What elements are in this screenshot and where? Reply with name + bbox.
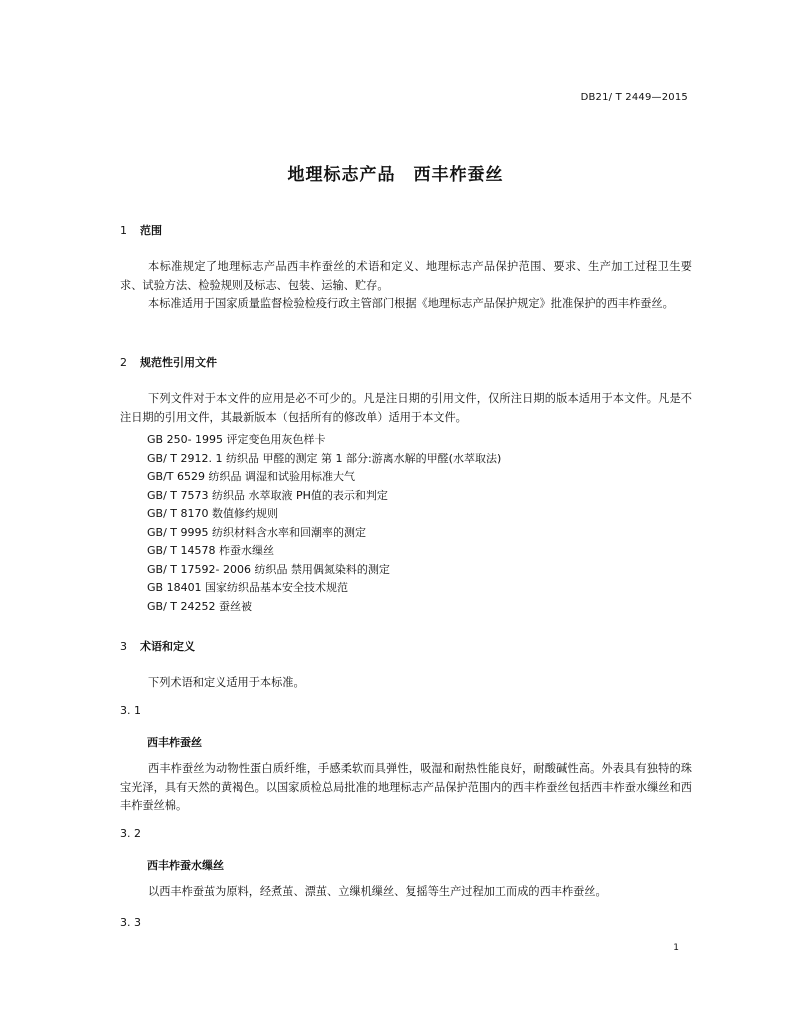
section-title: 术语和定义 [140,640,195,653]
section-3-heading [120,638,195,654]
scope-paragraph-1: 本标准规定了地理标志产品西丰柞蚕丝的术语和定义、地理标志产品保护范围、要求、生产加工过程卫生要求、试验方法、检验规则及标志、包装、运输、贮存。 [120,260,692,292]
clause-number: 3. 3 [120,916,141,929]
term-title: 西丰柞蚕水缫丝 [147,859,224,872]
document-title: 地理标志产品 西丰柞蚕丝 [287,165,504,185]
standard-code: DB21/ T 2449—2015 [580,92,688,103]
term-title: 西丰柞蚕丝 [147,736,202,749]
reference-item: GB 18401 国家纺织品基本安全技术规范 [147,581,349,594]
scope-paragraph-2: 本标准适用于国家质量监督检验检疫行政主管部门根据《地理标志产品保护规定》批准保护的西丰柞蚕丝。 [148,297,674,310]
reference-item: GB/ T 24252 蚕丝被 [147,600,252,613]
references-intro-paragraph: 下列文件对于本文件的应用是必不可少的。凡是注日期的引用文件，仅所注日期的版本适用于本文件。凡是不注日期的引用文件，其最新版本（包括所有的修改单）适用于本文件。 [120,392,692,424]
term-definition: 以西丰柞蚕茧为原料，经煮茧、漂茧、立缫机缫丝、复摇等生产过程加工而成的西丰柞蚕丝。 [148,885,607,898]
reference-item: GB/ T 9995 纺织材料含水率和回潮率的测定 [147,526,366,539]
section-number: 3 [120,640,127,653]
reference-item: GB/T 6529 纺织品 调湿和试验用标准大气 [147,470,355,483]
term-definition: 西丰柞蚕丝为动物性蛋白质纤维，手感柔软而具弹性，吸湿和耐热性能良好，耐酸碱性高。外表具有独特的珠宝光泽，具有天然的黄褐色。以国家质检总局批准的地理标志产品保护范围内的西丰柞蚕丝包括西丰柞蚕水缫丝和西丰柞蚕丝棉。 [120,762,692,812]
section-number: 2 [120,356,127,369]
reference-item: GB/ T 8170 数值修约规则 [147,507,278,520]
reference-item: GB/ T 17592- 2006 纺织品 禁用偶氮染料的测定 [147,563,390,576]
page-number: 1 [673,943,679,953]
reference-item: GB/ T 7573 纺织品 水萃取液 PH值的表示和判定 [147,489,388,502]
section-1-heading [120,222,162,238]
section-title: 范围 [140,224,162,237]
reference-item: GB 250- 1995 评定变色用灰色样卡 [147,433,326,446]
reference-item: GB/ T 2912. 1 纺织品 甲醛的测定 第 1 部分:游离水解的甲醛(水萃取法) [147,452,502,465]
clause-number: 3. 1 [120,704,141,717]
reference-item: GB/ T 14578 柞蚕水缫丝 [147,544,274,557]
clause-number: 3. 2 [120,827,141,840]
section-number: 1 [120,224,127,237]
terms-intro-paragraph: 下列术语和定义适用于本标准。 [148,676,305,689]
section-title: 规范性引用文件 [140,356,217,369]
section-2-heading [120,354,217,370]
